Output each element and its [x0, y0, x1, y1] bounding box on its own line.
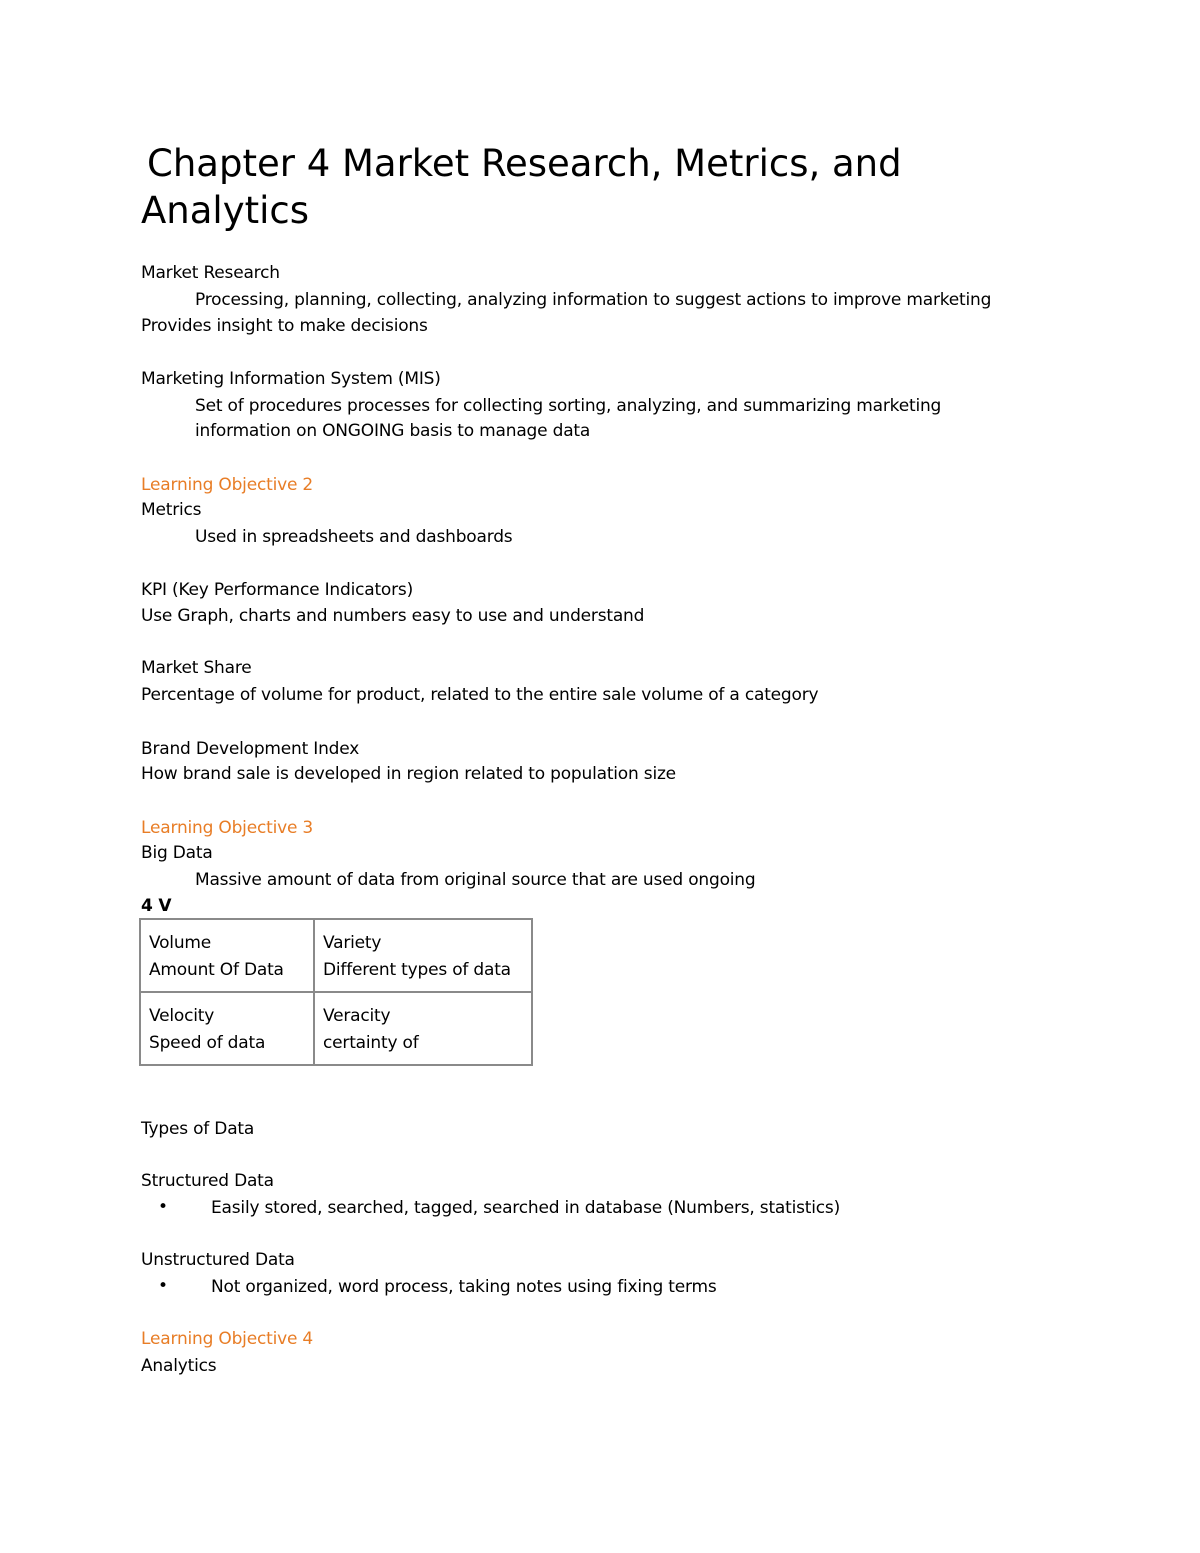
table-cell-velocity	[140, 992, 314, 1065]
market-share-heading: Market Share	[141, 658, 252, 678]
title-line-2: Analytics	[141, 189, 310, 232]
unstructured-data-bullet: Not organized, word process, taking notes using fixing terms	[211, 1277, 717, 1297]
cell-title: Volume	[149, 933, 212, 953]
cell-description: Speed of data	[149, 1033, 266, 1053]
types-of-data-heading: Types of Data	[141, 1119, 255, 1139]
bullet-icon: •	[158, 1276, 169, 1296]
learning-objective-2-label: Learning Objective 2	[141, 475, 314, 495]
four-v-label: 4 V	[141, 896, 172, 916]
market-research-definition: Processing, planning, collecting, analyzing information to suggest actions to improve marketing	[195, 290, 992, 310]
unstructured-data-heading: Unstructured Data	[141, 1250, 295, 1270]
kpi-text: Use Graph, charts and numbers easy to use and understand	[141, 606, 645, 626]
learning-objective-3-label: Learning Objective 3	[141, 818, 314, 838]
market-research-note: Provides insight to make decisions	[141, 316, 428, 336]
cell-title: Velocity	[149, 1006, 215, 1026]
table-row	[140, 992, 532, 1065]
cell-title: Veracity	[323, 1006, 391, 1026]
table-cell-veracity	[314, 992, 532, 1065]
title-line-1: Chapter 4 Market Research, Metrics, and	[147, 142, 902, 185]
cell-description: Different types of data	[323, 960, 511, 980]
structured-data-bullet: Easily stored, searched, tagged, searched in database (Numbers, statistics)	[211, 1198, 841, 1218]
mis-definition-line-1: Set of procedures processes for collecting sorting, analyzing, and summarizing marketing	[195, 396, 942, 416]
cell-description: Amount Of Data	[149, 960, 284, 980]
cell-title: Variety	[323, 933, 382, 953]
four-v-table	[139, 918, 533, 1066]
mis-definition-line-2: information on ONGOING basis to manage data	[195, 421, 591, 441]
market-share-text: Percentage of volume for product, related to the entire sale volume of a category	[141, 685, 819, 705]
learning-objective-4-label: Learning Objective 4	[141, 1329, 314, 1349]
table-cell-variety	[314, 919, 532, 992]
structured-data-heading: Structured Data	[141, 1171, 274, 1191]
metrics-text: Used in spreadsheets and dashboards	[195, 527, 513, 547]
bdi-heading: Brand Development Index	[141, 739, 360, 759]
market-research-heading: Market Research	[141, 263, 280, 283]
analytics-heading: Analytics	[141, 1356, 217, 1376]
table-row	[140, 919, 532, 992]
big-data-text: Massive amount of data from original source that are used ongoing	[195, 870, 756, 890]
big-data-heading: Big Data	[141, 843, 213, 863]
kpi-heading: KPI (Key Performance Indicators)	[141, 580, 414, 600]
metrics-heading: Metrics	[141, 500, 202, 520]
cell-description: certainty of	[323, 1033, 419, 1053]
bullet-icon: •	[158, 1197, 169, 1217]
mis-heading: Marketing Information System (MIS)	[141, 369, 441, 389]
bdi-text: How brand sale is developed in region related to population size	[141, 764, 676, 784]
table-cell-volume	[140, 919, 314, 992]
